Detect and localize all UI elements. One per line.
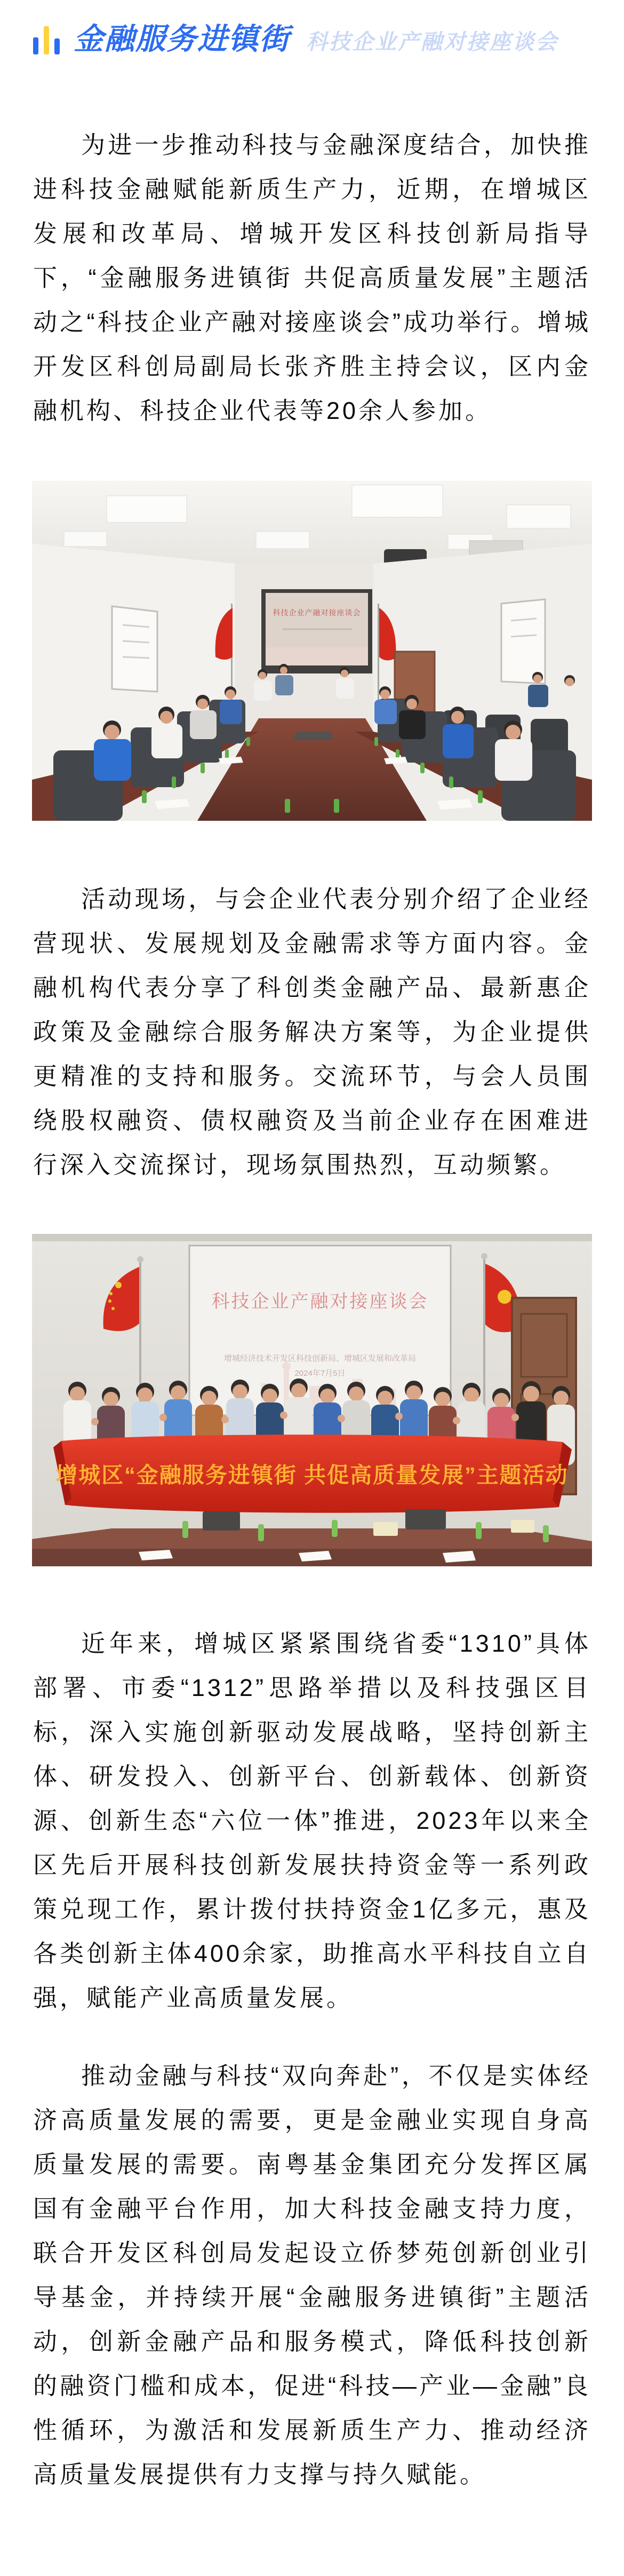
page-subtitle: 科技企业产融对接座谈会	[306, 30, 558, 54]
paragraph-discussion: 活动现场，与会企业代表分别介绍了企业经营现状、发展规划及金融需求等方面内容。金融机构代表分享了科创类金融产品、最新惠企政策及金融综合服务解决方案等，为企业提供更精准的支持和服务。交流环节，与会人员围绕股权融资、债权融资及当前企业存在困难进行深入交流探讨，现场氛围热烈，互动频繁。	[33, 885, 591, 1178]
screen-title: 科技企业产融对接座谈会	[211, 1291, 429, 1312]
paragraph-intro: 为进一步推动科技与金融深度结合，加快推进科技金融赋能新质生产力，近期，在增城区发展和改革局、增城开发区科技创新局指导下，“金融服务进镇街 共促高质量发展”主题活动之“科技企业产融对接座谈会”成功举行。增城开发区科创局副局长张齐胜主持会议，区内金融机构、科技企业代表等20余人参加。	[33, 131, 591, 424]
wall-frame-right	[501, 599, 545, 684]
paragraph-policy: 近年来，增城区紧紧围绕省委“1310”具体部署、市委“1312”思路举措以及科技强区目标，深入实施创新驱动发展战略，坚持创新主体、研发投入、创新平台、创新载体、创新资源、创新生态“六位一体”推进，2023年以来全区先后开展科技创新发展扶持资金等一系列政策兑现工作，累计拨付扶持资金1亿多元，惠及各类创新主体400余家，助推高水平科技自立自强，赋能产业高质量发展。	[33, 1630, 591, 2011]
bar-right	[54, 38, 60, 54]
bar-middle	[44, 26, 49, 54]
page-title: 金融服务进镇街	[74, 22, 290, 56]
wall-frame-left	[112, 606, 157, 692]
article-header	[0, 0, 624, 54]
paragraph-outlook: 推动金融与科技“双向奔赴”，不仅是实体经济高质量发展的需要，更是金融业实现自身高质量发展的需要。南粤基金集团充分发挥区属国有金融平台作用，加大科技金融支持力度，联合开发区科创局发起设立侨梦苑创新创业引导基金，并持续开展“金融服务进镇街”主题活动，创新金融产品和服务模式，降低科技创新的融资门槛和成本，促进“科技—产业—金融”良性循环，为激活和发展新质生产力、推动经济高质量发展提供有力支撑与持久赋能。	[33, 2062, 591, 2488]
screen-note-date: 2024年7月5日	[294, 1369, 346, 1378]
ceiling-edge	[32, 1234, 592, 1241]
screen-note-organizers: 增城经济技术开发区科技创新局、增城区发展和改革局	[223, 1354, 417, 1363]
bar-chart-icon	[33, 26, 60, 54]
banner-text: 增城区“金融服务进镇街 共促高质量发展”主题活动	[55, 1463, 569, 1487]
red-banner	[53, 1434, 572, 1513]
screen-title-small: 科技企业产融对接座谈会	[273, 608, 361, 617]
photo-meeting-room[interactable]	[32, 481, 592, 821]
photo-group-banner[interactable]	[32, 1234, 592, 1566]
projection-screen	[261, 589, 372, 673]
microphone-console	[293, 732, 334, 740]
bar-left	[33, 37, 38, 54]
